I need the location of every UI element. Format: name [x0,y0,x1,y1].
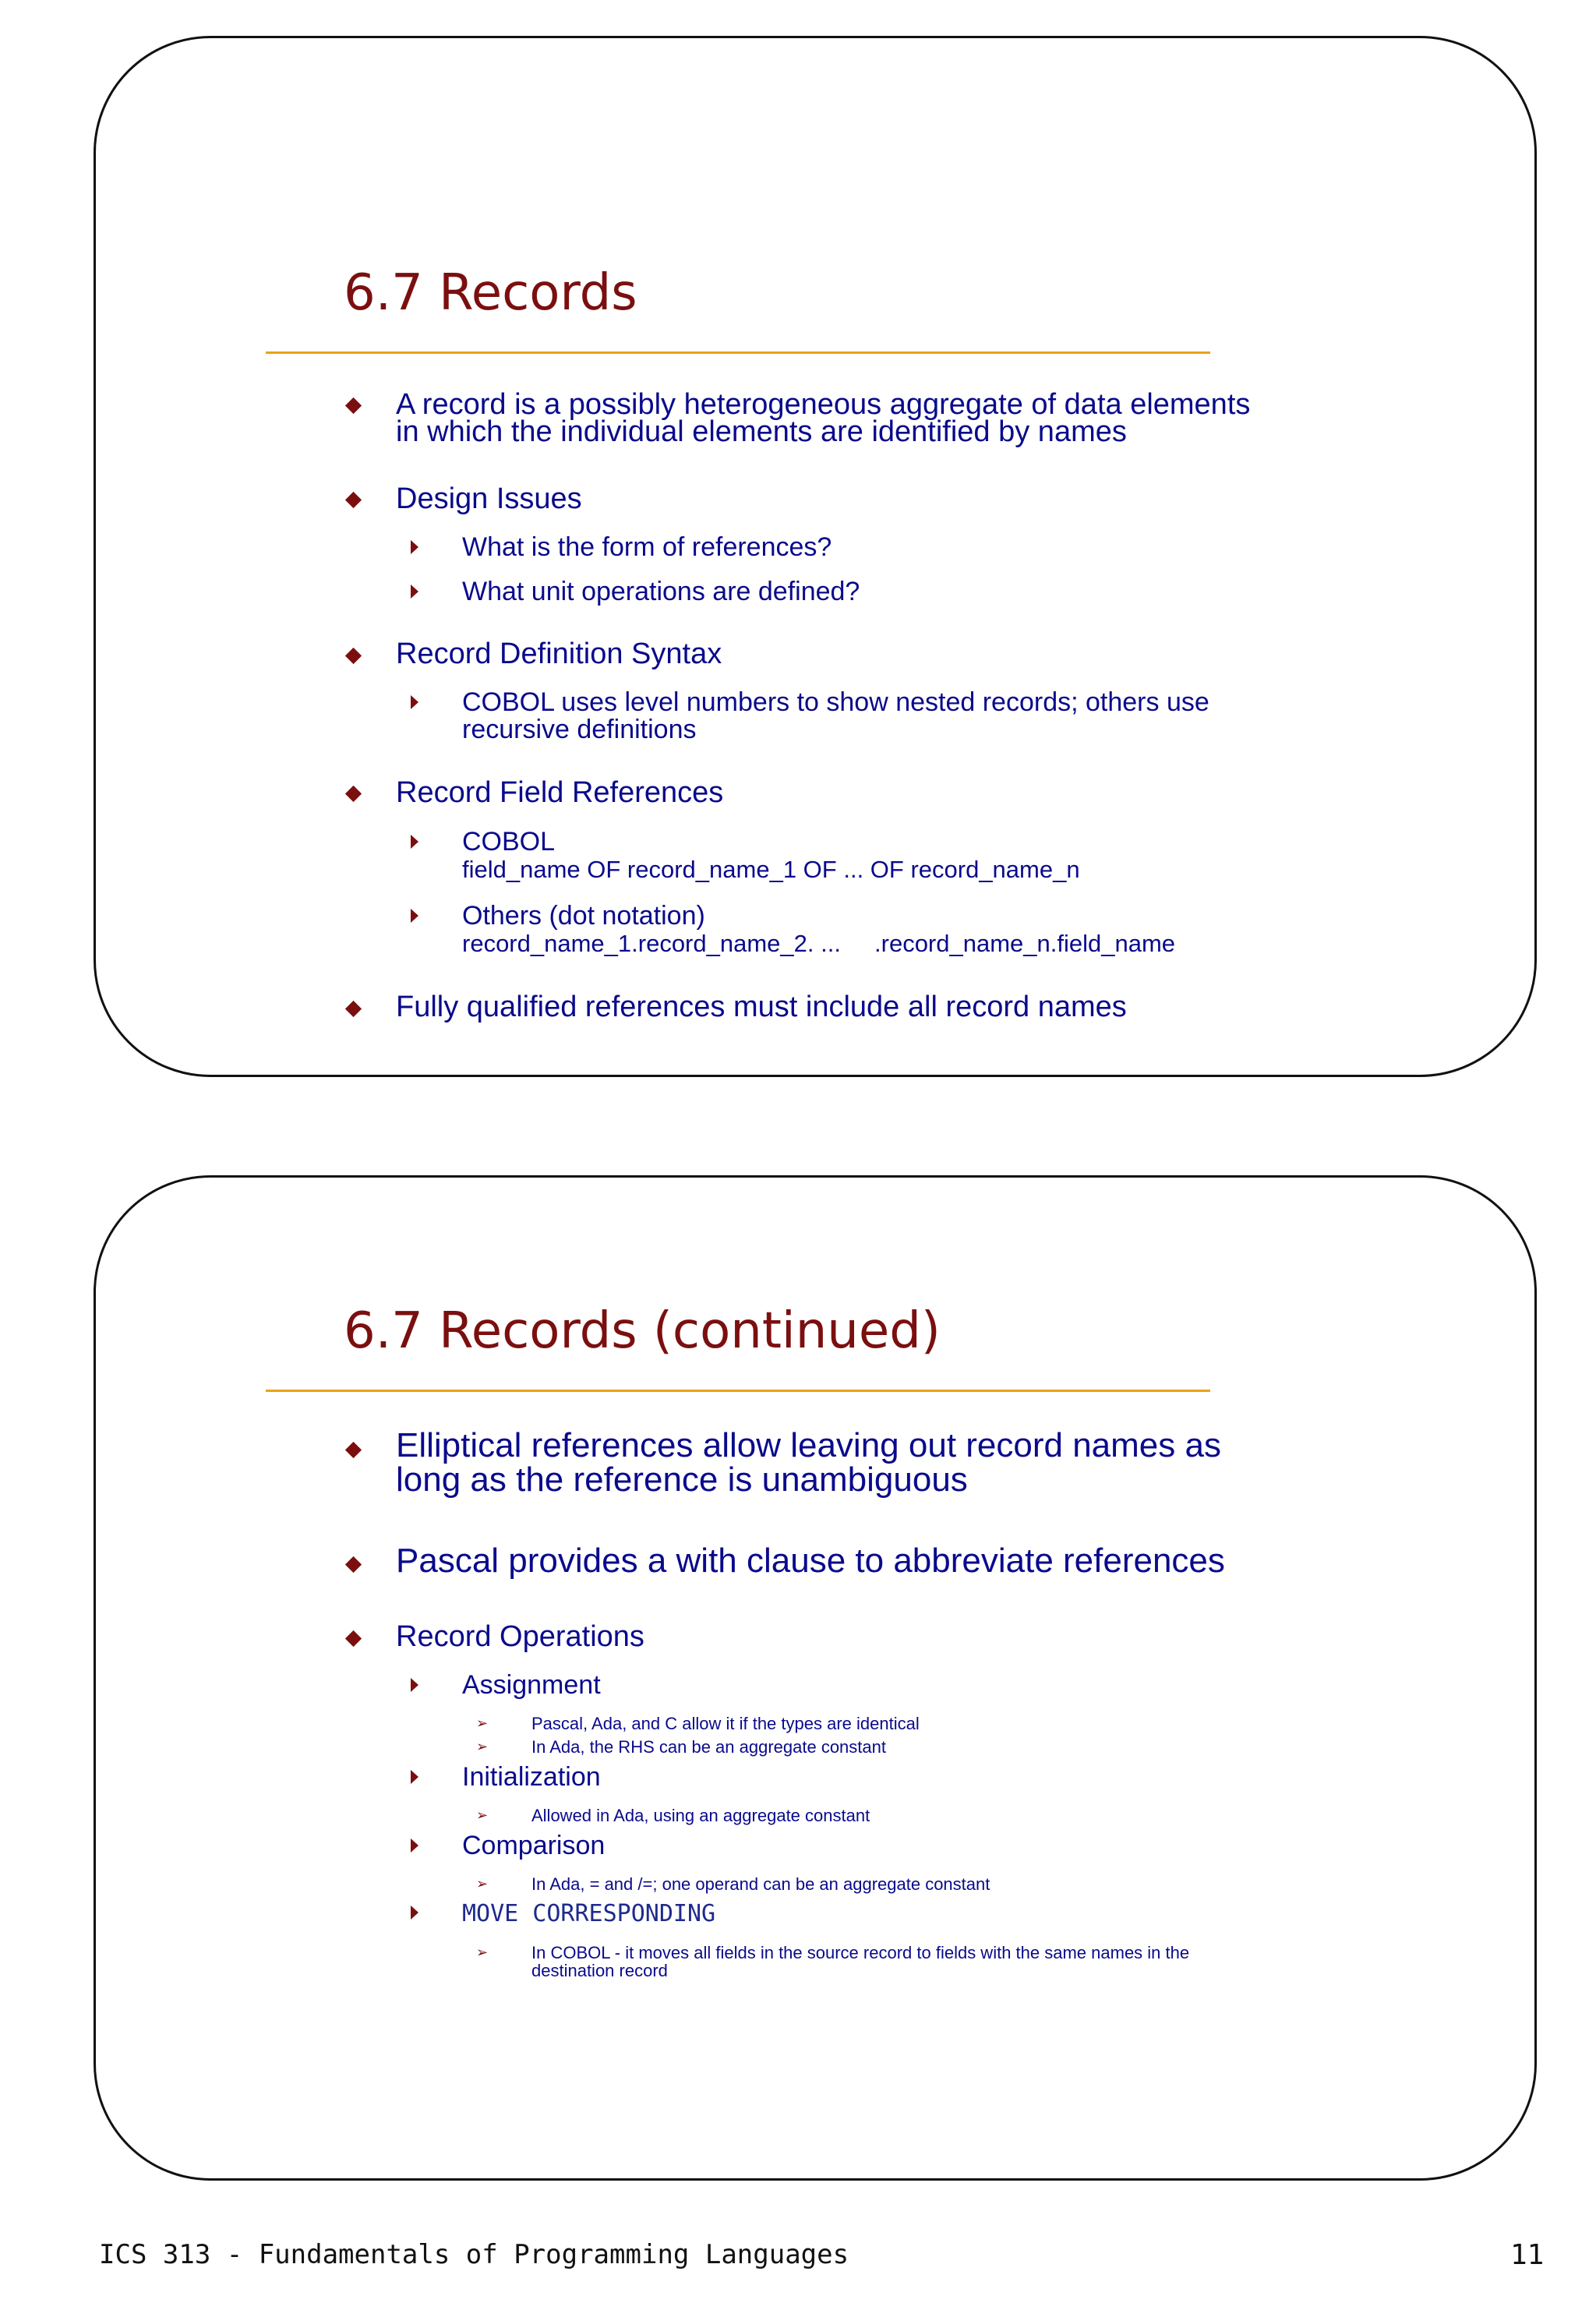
sub-sub-bullet-item: In Ada, = and /=; one operand can be an aggregate constant [531,1874,990,1894]
title-underline [266,351,1210,354]
sub-bullet-text-line1: COBOL uses level numbers to show nested records; others use [462,687,1209,717]
bullet-item: Record Operations [396,1620,644,1653]
slide-title: 6.7 Records (continued) [344,1302,941,1360]
arrow-bullet-icon: ➢ [476,1807,489,1824]
bullet-item: Record Field References [396,776,724,809]
arrow-bullet-icon: ➢ [476,1876,489,1892]
diamond-bullet-icon [345,1001,362,1017]
slide-records [94,36,1537,1077]
footer-course-title: ICS 313 - Fundamentals of Programming Languages [99,2239,849,2270]
sub-sub-bullet-item: Pascal, Ada, and C allow it if the types are identical [531,1714,920,1733]
triangle-bullet-icon [411,835,418,849]
triangle-bullet-icon [411,1770,418,1784]
sub-sub-bullet-text-line1: In COBOL - it moves all fields in the source record to fields with the same names in the [531,1943,1190,1962]
arrow-bullet-icon: ➢ [476,1715,489,1732]
triangle-bullet-icon [411,540,418,554]
sub-bullet-item [462,902,1175,957]
arrow-bullet-icon: ➢ [476,1944,489,1961]
triangle-bullet-icon [411,585,418,599]
diamond-bullet-icon [345,1556,362,1573]
triangle-bullet-icon [411,695,418,709]
sub-sub-bullet-item: In Ada, the RHS can be an aggregate constant [531,1737,886,1757]
triangle-bullet-icon [411,1678,418,1692]
sub-bullet-text-line2: field_name OF record_name_1 OF ... OF record_name_n [462,856,1080,883]
triangle-bullet-icon [411,909,418,923]
diamond-bullet-icon [345,397,362,414]
sub-bullet-item: Comparison [462,1831,606,1860]
sub-bullet-item: What is the form of references? [462,532,832,562]
sub-sub-bullet-item [531,1944,1189,1980]
sub-bullet-item: MOVE CORRESPONDING [462,1900,716,1927]
sub-sub-bullet-item: Allowed in Ada, using an aggregate constant [531,1806,870,1825]
triangle-bullet-icon [411,1838,418,1853]
diamond-bullet-icon [345,648,362,664]
bullet-item [396,1426,1221,1499]
sub-bullet-text-line2: recursive definitions [462,715,697,744]
sub-bullet-item: What unit operations are defined? [462,577,860,606]
bullet-item: Pascal provides a with clause to abbreviate references [396,1542,1225,1580]
bullet-item [396,388,1251,448]
bullet-item: Fully qualified references must include all record names [396,991,1127,1023]
bullet-text-line1: Elliptical references allow leaving out record names as [396,1426,1221,1464]
sub-bullet-item [462,828,1080,883]
sub-sub-bullet-text-line2: destination record [531,1961,668,1980]
sub-bullet-text-line1: COBOL [462,827,556,857]
slide-records-continued [94,1175,1537,2181]
bullet-item: Record Definition Syntax [396,638,722,670]
sub-bullet-text-line1: Others (dot notation) [462,901,705,931]
page-number: 11 [1510,2239,1545,2271]
sub-bullet-text-line2: record_name_1.record_name_2. ... .record_name_n.field_name [462,930,1176,957]
arrow-bullet-icon: ➢ [476,1739,489,1755]
slide-title: 6.7 Records [344,264,637,322]
sub-bullet-item: Assignment [462,1670,601,1700]
sub-bullet-item [462,689,1209,744]
diamond-bullet-icon [345,1442,362,1458]
title-underline [266,1390,1210,1392]
sub-bullet-item: Initialization [462,1762,601,1792]
diamond-bullet-icon [345,492,362,508]
triangle-bullet-icon [411,1906,418,1920]
bullet-text-line1: A record is a possibly heterogeneous aggregate of data elements [396,388,1251,421]
diamond-bullet-icon [345,1630,362,1647]
bullet-text-line2: in which the individual elements are identified by names [396,415,1127,448]
bullet-item: Design Issues [396,482,582,515]
bullet-text-line2: long as the reference is unambiguous [396,1461,968,1499]
diamond-bullet-icon [345,786,362,802]
